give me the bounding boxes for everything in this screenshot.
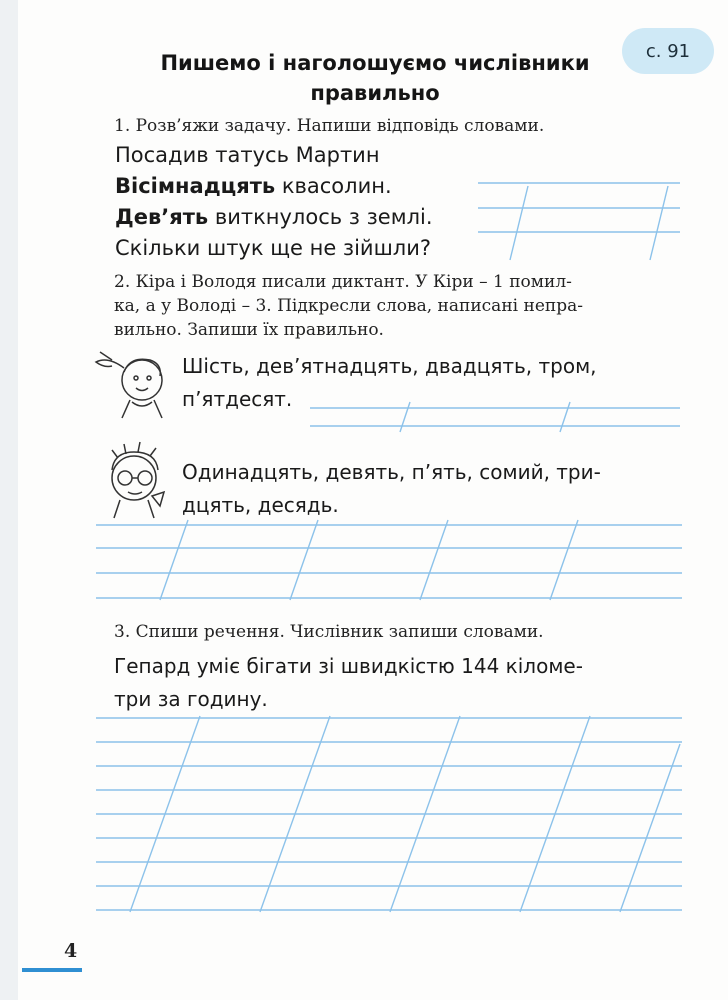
poem-number-1: Вісімнадцять [115, 174, 276, 198]
page-reference-badge: с. 91 [622, 28, 714, 74]
volodya-line-1: Одинадцять, девять, п’ять, сомий, три- [182, 460, 601, 484]
task2-instruction-line-2: ка, а у Володі – 3. Підкресли слова, написані непра- [114, 296, 583, 316]
title-line-2: правильно [310, 81, 440, 105]
girl-kira-icon [96, 352, 162, 418]
page-number-underline [22, 968, 82, 972]
task2-instruction-line-3: вильно. Запиши їх правильно. [114, 320, 384, 340]
task2-instruction-line-1: 2. Кіра і Володя писали диктант. У Кіри – 1 помил- [114, 272, 572, 292]
kira-line-1: Шість, дев’ятнадцять, двадцять, тром, [182, 354, 597, 378]
boy-volodya-icon [112, 442, 164, 518]
ruling-volodya [96, 520, 682, 600]
page-number: 4 [64, 940, 78, 962]
task3-sentence-line-2: три за годину. [114, 687, 268, 711]
poem-number-2: Дев’ять [115, 205, 209, 229]
poem-line-1: Посадив татусь Мартин [115, 143, 380, 167]
ruling-task1 [478, 183, 680, 260]
task1-instruction: 1. Розв’яжи задачу. Напиши відповідь словами. [114, 116, 545, 136]
task3-sentence-line-1: Гепард уміє бігати зі швидкістю 144 кіломе- [114, 654, 583, 678]
task3-instruction: 3. Спиши речення. Числівник запиши словами. [114, 622, 544, 642]
title-line-1: Пишемо і наголошуємо числівники [160, 51, 590, 75]
ruling-task3 [96, 716, 682, 912]
volodya-line-2: дцять, десядь. [182, 493, 339, 517]
kira-line-2: п’ятдесят. [182, 387, 293, 411]
ruling-kira [310, 402, 680, 432]
poem-line-2-rest: квасолин. [275, 174, 392, 198]
poem-line-3-rest: виткнулось з землі. [208, 205, 433, 229]
poem-line-4: Скільки штук ще не зійшли? [115, 236, 432, 260]
